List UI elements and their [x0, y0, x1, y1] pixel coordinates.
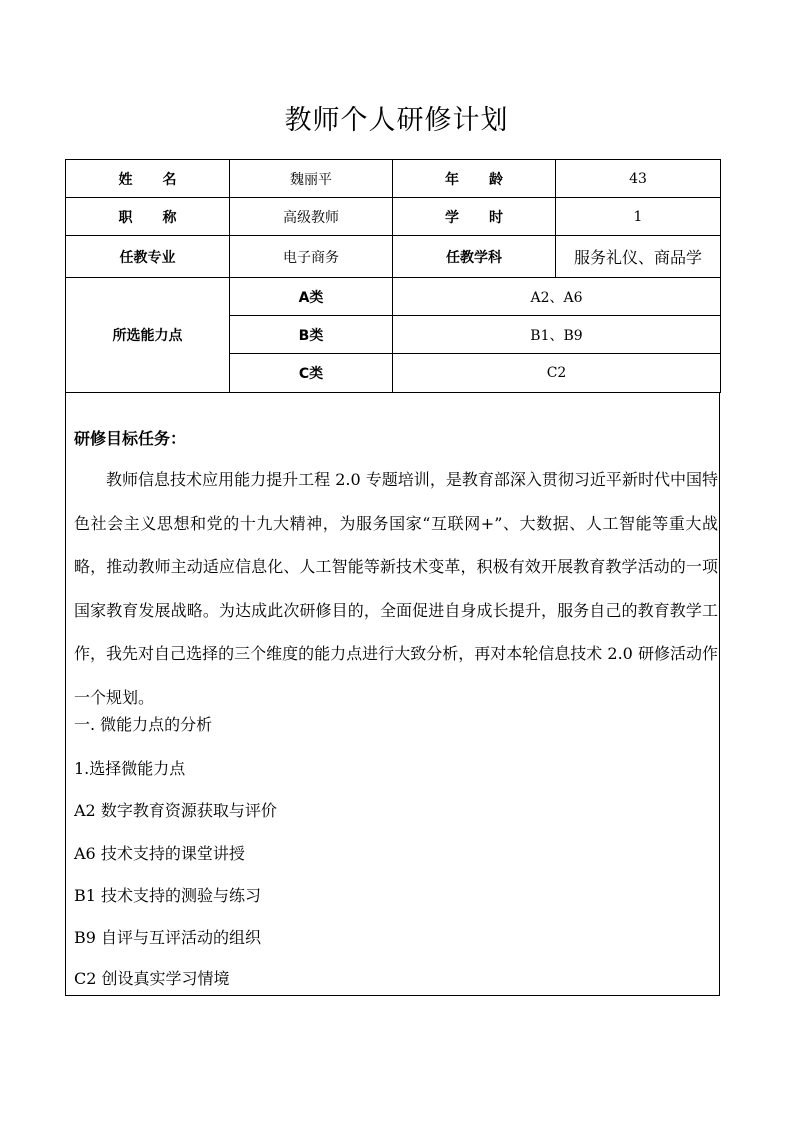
- cat-b-label: B类: [230, 316, 393, 354]
- list-item: C2 创设真实学习情境: [74, 969, 230, 988]
- cat-b-value: B1、B9: [393, 316, 721, 354]
- prof-title-value: 高级教师: [230, 198, 393, 236]
- cat-a-label: A类: [230, 278, 393, 316]
- subject-label: 任教学科: [393, 236, 556, 278]
- cat-c-value: C2: [393, 354, 721, 393]
- table-row: [66, 160, 721, 198]
- age-value: 43: [556, 160, 721, 198]
- name-value: 魏丽平: [230, 160, 393, 198]
- period-value: 1: [556, 198, 721, 236]
- list-item: A6 技术支持的课堂讲授: [74, 844, 245, 863]
- major-label: 任教专业: [66, 236, 230, 278]
- goals-heading: 研修目标任务：: [74, 429, 187, 448]
- goals-section: [65, 392, 720, 996]
- goals-paragraph: 教师信息技术应用能力提升工程 2.0 专题培训，是教育部深入贯彻习近平新时代中国特色社会主义思想和党的十九大精神，为服务国家“互联网+”、大数据、人工智能等重大战略，推动教师主动适应信息化、人工智能等新技术变革，积极有效开展教育教学活动的一项国家教育发展战略。为达成此次研修目的，全面促进自身成长提升，服务自己的教育教学工作，我先对自己选择的三个维度的能力点进行大致分析，再对本轮信息技术 2.0 研修活动作一个规划。: [74, 470, 718, 707]
- cat-a-value: A2、A6: [393, 278, 721, 316]
- table-row: [66, 198, 721, 236]
- cat-c-label: C类: [230, 354, 393, 393]
- ability-label: 所选能力点: [66, 278, 230, 393]
- list-item: B1 技术支持的测验与练习: [74, 886, 262, 905]
- table-row: [66, 278, 721, 316]
- page-title: 教师个人研修计划: [284, 105, 509, 136]
- list-item: A2 数字教育资源获取与评价: [74, 801, 277, 820]
- prof-title-label: 职 称: [66, 198, 230, 236]
- name-label: 姓 名: [66, 160, 230, 198]
- list-item: B9 自评与互评活动的组织: [74, 928, 262, 947]
- table-row: [66, 236, 721, 278]
- info-table: [65, 159, 721, 393]
- major-value: 电子商务: [230, 236, 393, 278]
- age-label: 年 龄: [393, 160, 556, 198]
- period-label: 学 时: [393, 198, 556, 236]
- sub-heading: 1.选择微能力点: [74, 759, 186, 778]
- section-heading: 一. 微能力点的分析: [74, 715, 213, 734]
- subject-value: 服务礼仪、商品学: [556, 236, 721, 278]
